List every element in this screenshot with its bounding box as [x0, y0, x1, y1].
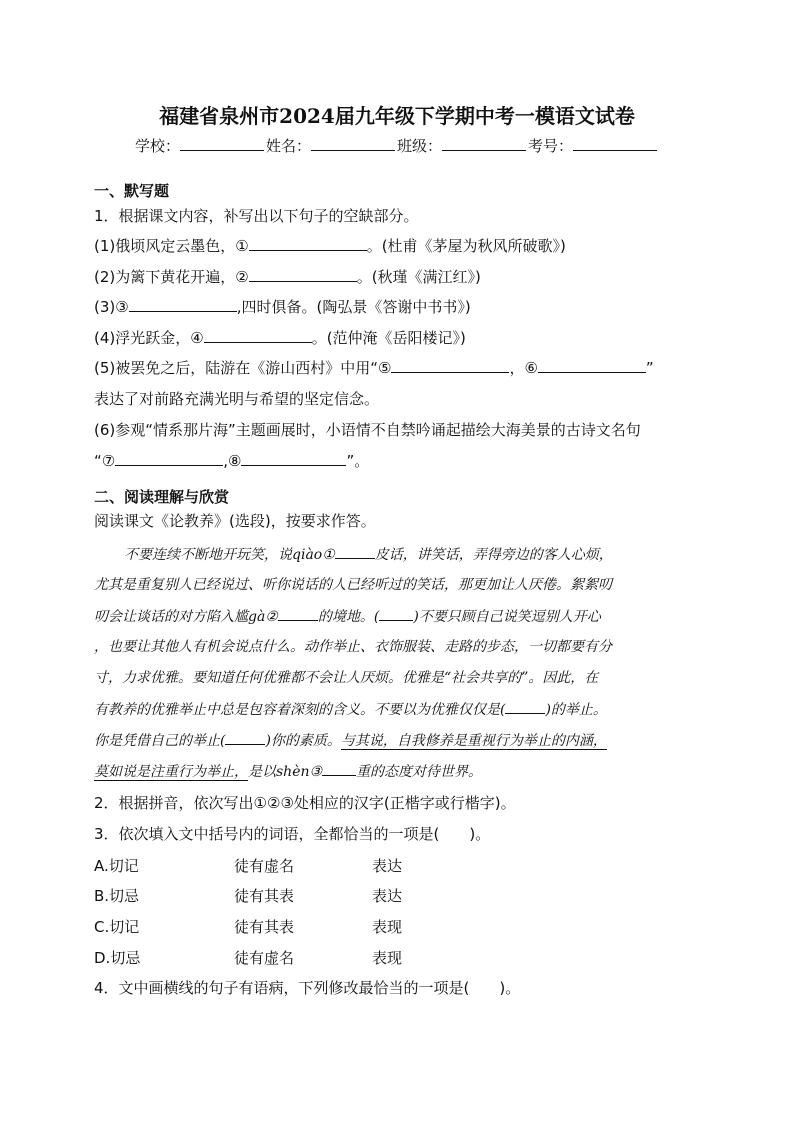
student-info-row [0, 135, 794, 156]
option-d-word3: 表现 [372, 949, 403, 967]
school-label: 学校： [134, 137, 180, 155]
option-a-word2: 徒有虚名 [234, 857, 295, 875]
item-6: (6)参观“情系那片海”主题画展时，小语情不自禁吟诵起描绘大海美景的古诗文名句 [94, 421, 641, 439]
passage-line-2: 尤其是重复别人已经说过、听你说话的人已经听过的笑话，那更加让人厌倦。絮絮叨 [94, 577, 612, 593]
option-c-word3: 表现 [372, 918, 403, 936]
school-blank[interactable] [180, 137, 264, 151]
option-c-word1[interactable]: C.切记 [94, 918, 140, 936]
item-4: (4)浮光跃金，④ 。(范仲淹《岳阳楼记》) [94, 329, 466, 347]
answer-blank-8[interactable] [241, 451, 346, 466]
question-4: 4．文中画横线的句子有语病，下列修改最恰当的一项是( )。 [94, 979, 521, 997]
answer-blank-2[interactable] [249, 267, 357, 282]
passage-line-1: 不要连续不断地开玩笑，说qiào① 皮话，讲笑话，弄得旁边的客人心烦， [94, 544, 720, 565]
section-1-heading: 一、默写题 [94, 182, 170, 200]
item-3: (3)③ ,四时俱备。(陶弘景《答谢中书书》) [94, 298, 471, 316]
name-label: 姓名： [265, 137, 311, 155]
answer-blank-6[interactable] [538, 358, 646, 373]
question-3: 3．依次填入文中括号内的词语，全都恰当的一项是( )。 [94, 825, 491, 843]
underlined-sentence-a: 与其说，自我修养是重视行为举止的内涵， [340, 733, 607, 749]
underlined-sentence-b: 莫如说是注重行为举止， [94, 764, 248, 780]
passage-line-8: 莫如说是注重行为举止，是以shèn③ 重的态度对待世界。 [94, 761, 690, 782]
answer-blank-5[interactable] [391, 358, 509, 373]
passage-line-3: 叨会让谈话的对方陷入尴gà② 的境地。( )不要只顾自己说笑逗别人开心 [94, 606, 690, 627]
number-label: 考号： [528, 137, 574, 155]
passage-blank-1[interactable] [335, 544, 375, 559]
class-blank[interactable] [442, 137, 526, 151]
answer-blank-1[interactable] [249, 236, 367, 251]
option-b-word2: 徒有其表 [234, 887, 295, 905]
item-2: (2)为篱下黄花开遍，② 。(秋瑾《满江红》) [94, 268, 481, 286]
option-c-word2: 徒有其表 [234, 918, 295, 936]
option-d-word1[interactable]: D.切忌 [94, 949, 141, 967]
passage-line-4: ，也要让其他人有机会说点什么。动作举止、衣饰服装、走路的步态，一切都要有分 [94, 639, 612, 655]
item-5-cont: 表达了对前路充满光明与希望的坚定信念。 [94, 390, 380, 408]
option-a-word1[interactable]: A.切记 [94, 857, 139, 875]
passage-blank-3[interactable] [322, 761, 356, 776]
passage-paren-1[interactable] [379, 606, 413, 621]
passage-line-6: 有教养的优雅举止中总是包容着深刻的含义。不要以为优雅仅仅是( )的举止。 [94, 699, 690, 720]
answer-blank-7[interactable] [115, 451, 223, 466]
item-6-cont: “⑦ ,⑧ ”。 [94, 452, 370, 470]
reading-intro: 阅读课文《论教养》(选段)，按要求作答。 [94, 512, 376, 530]
class-label: 班级： [397, 137, 443, 155]
item-5: (5)被罢免之后，陆游在《游山西村》中用“⑤ ，⑥ ” [94, 359, 654, 377]
item-1: (1)俄顷风定云墨色，① 。(杜甫《茅屋为秋风所破歌》) [94, 237, 566, 255]
option-d-word2: 徒有虚名 [234, 949, 295, 967]
passage-paren-3[interactable] [225, 730, 265, 745]
passage-blank-2[interactable] [278, 606, 318, 621]
option-b-word1[interactable]: B.切忌 [94, 887, 140, 905]
page-title: 福建省泉州市2024届九年级下学期中考一模语文试卷 [159, 104, 635, 128]
answer-blank-3[interactable] [129, 297, 237, 312]
number-blank[interactable] [573, 137, 657, 151]
passage-paren-2[interactable] [505, 699, 545, 714]
option-b-word3: 表达 [372, 887, 403, 905]
name-blank[interactable] [311, 137, 395, 151]
answer-blank-4[interactable] [204, 328, 312, 343]
section-2-heading: 二、阅读理解与欣赏 [94, 488, 230, 506]
question-1: 1．根据课文内容，补写出以下句子的空缺部分。 [94, 207, 419, 225]
option-a-word3: 表达 [372, 857, 403, 875]
passage-line-7: 你是凭借自己的举止( )你的素质。与其说，自我修养是重视行为举止的内涵， [94, 730, 690, 751]
passage-line-5: 寸，力求优雅。要知道任何优雅都不会让人厌烦。优雅是“社会共享的”。因此，在 [94, 670, 599, 686]
question-2: 2．根据拼音，依次写出①②③处相应的汉字(正楷字或行楷字)。 [94, 794, 516, 812]
